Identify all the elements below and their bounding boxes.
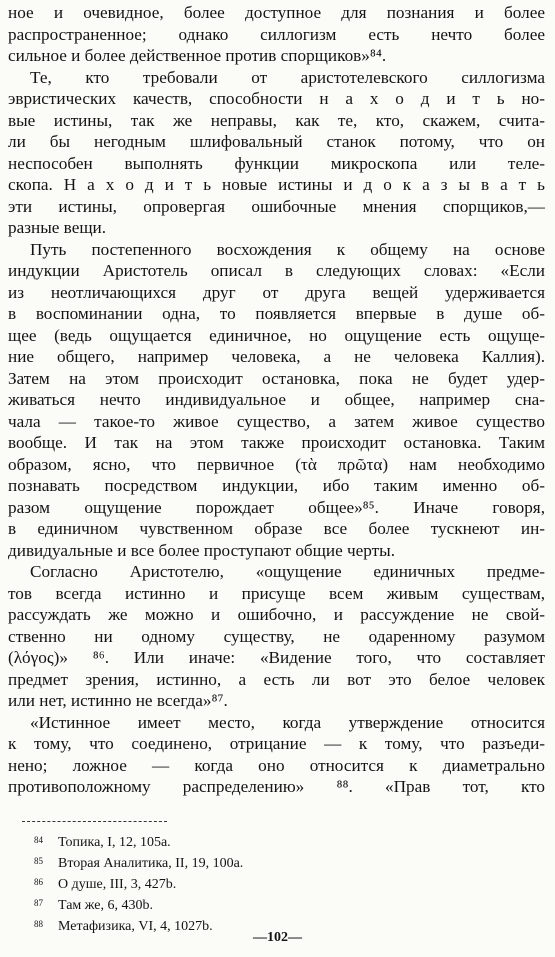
- text-line: Согласно Аристотелю, «ощущение единичных предме-: [30, 562, 545, 581]
- text-line: чала — такое-то живое существо, а затем живое существо: [8, 411, 545, 431]
- footnote-text: Топика, I, 12, 105а.: [58, 834, 171, 850]
- text-line: дивидуальные и все более проступают общие черты.: [8, 540, 396, 560]
- text-line: живаться нечто индивидуальное и общее, например сна-: [8, 390, 545, 409]
- text-line: в единичном чувственном образе все более тускнеют ин-: [8, 519, 545, 538]
- footnotes: [8, 831, 545, 936]
- text-line: неспособен выполнять функции микроскопа или теле-: [8, 153, 545, 173]
- footnote-number: 84: [34, 834, 43, 845]
- main-text: [8, 2, 545, 798]
- text-line: рассуждать же можно и ошибочно, и рассуждение не свой-: [8, 605, 545, 624]
- footnote: [34, 894, 545, 915]
- footnote-text: О душе, III, 3, 427b.: [58, 876, 177, 892]
- footnote-text: Вторая Аналитика, II, 19, 100а.: [58, 855, 244, 871]
- text-line: разом ощущение порождает общее»⁸⁵. Иначе говоря,: [8, 497, 545, 517]
- text-line: в воспоминании одна, то появляется впервые в душе об-: [8, 304, 545, 323]
- text-line: предмет зрения, истинно, а есть ли вот это белое человек: [8, 669, 545, 689]
- text-line: ное и очевидное, более доступное для познания и более: [8, 3, 545, 22]
- text-line: разные вещи.: [8, 218, 107, 237]
- text-line: эти истины, опровергая ошибочные мнения спорщиков,—: [8, 196, 545, 216]
- text-line: Путь постепенного восхождения к общему на основе: [30, 239, 545, 259]
- text-line: или нет, истинно не всегда»⁸⁷.: [8, 691, 228, 710]
- text-line: ственно ни одному существу, не одаренному разумом: [8, 626, 545, 646]
- text-line: к тому, что соединено, отрицание — к тому, что разъеди-: [8, 734, 545, 753]
- text-line: скопа. Н а х о д и т ь новые истины и д о к а з ы в а т ь: [8, 175, 545, 194]
- footnote-text: Метафизика, VI, 4, 1027b.: [58, 918, 213, 934]
- text-line: индукции Аристотель описал в следующих словах: «Если: [8, 261, 545, 280]
- text-line: ние общего, например человека, а не человека Каллия).: [8, 347, 545, 366]
- footnote-number: 88: [34, 918, 43, 929]
- text-line: вые истины, так же неправы, как те, кто, скажем, счита-: [8, 110, 545, 130]
- text-line: противоположному распределению» ⁸⁸. «Прав тот, кто: [8, 777, 545, 796]
- text-line: из неотличающихся друг от друга вещей удерживается: [8, 282, 545, 302]
- footnote: [34, 873, 545, 894]
- text-line: эвристических качеств, способности н а х о д и т ь но-: [8, 89, 545, 108]
- text-line: (λόγος)» ⁸⁶. Или иначе: «Видение того, что составляет: [8, 648, 545, 667]
- text-line: познавать посредством индукции, ибо таким именно об-: [8, 476, 545, 495]
- text-line: сильное и более действенное против спорщиков»⁸⁴.: [8, 46, 387, 65]
- footnote: [34, 852, 545, 873]
- text-line: образом, ясно, что первичное (τὰ πρῶτα) нам необходимо: [8, 454, 545, 474]
- text-line: ли бы негодным шлифовальный станок потому, что он: [8, 132, 545, 151]
- text-line: нено; ложное — когда оно относится к диаметрально: [8, 755, 545, 775]
- text-line: тов всегда истинно и присуще всем живым существам,: [8, 583, 545, 603]
- page-number: —102—: [253, 930, 302, 945]
- text-line: распространенное; однако силлогизм есть нечто более: [8, 24, 545, 44]
- footnote-number: 85: [34, 855, 43, 866]
- footnote-text: Там же, 6, 430b.: [58, 897, 153, 913]
- footnote: [34, 831, 545, 852]
- footnote-separator: [22, 821, 167, 822]
- text-line: Те, кто требовали от аристотелевского силлогизма: [30, 67, 545, 87]
- footnote-number: 87: [34, 897, 43, 908]
- text-line: щее (ведь ощущается единичное, но ощущение есть ощуще-: [8, 325, 545, 345]
- footnote-number: 86: [34, 876, 43, 887]
- text-line: «Истинное имеет место, когда утверждение относится: [30, 712, 545, 732]
- text-line: вообще. И так на этом также происходит остановка. Таким: [8, 433, 545, 452]
- text-line: Затем на этом происходит остановка, пока не будет удер-: [8, 368, 545, 388]
